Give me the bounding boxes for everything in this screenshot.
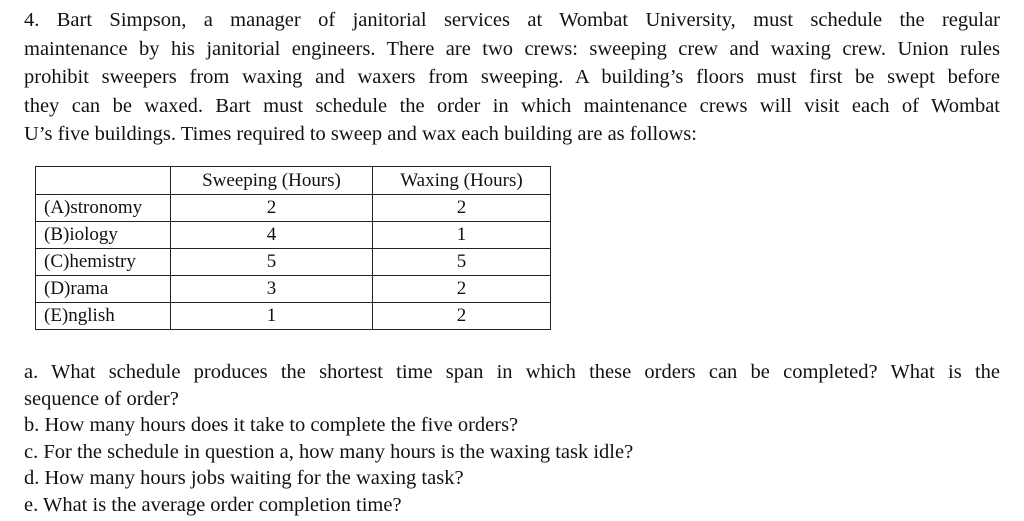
- problem-line: U’s five buildings. Times required to sweep and wax each building are as follows:: [24, 123, 697, 145]
- building-name: (B)iology: [36, 222, 171, 249]
- maintenance-times-table: [35, 166, 551, 330]
- question-d: d. How many hours jobs waiting for the waxing task?: [24, 467, 464, 489]
- problem-line: they can be waxed. Bart must schedule the order in which maintenance crews will visit each of Wombat: [24, 94, 1000, 117]
- question-c: c. For the schedule in question a, how many hours is the waxing task idle?: [24, 440, 634, 463]
- sweeping-hours: 2: [171, 195, 373, 222]
- header-waxing: Waxing (Hours): [373, 167, 551, 195]
- sweeping-hours: 3: [171, 276, 373, 303]
- question-a-line2: sequence of order?: [24, 387, 179, 410]
- building-name: (C)hemistry: [36, 249, 171, 276]
- header-cell-empty: [36, 167, 171, 195]
- waxing-hours: 2: [373, 195, 551, 222]
- building-name: (D)rama: [36, 276, 171, 303]
- question-e: e. What is the average order completion time?: [24, 493, 402, 516]
- questions-list: [24, 359, 1000, 518]
- table-row: [36, 276, 551, 303]
- sweeping-hours: 4: [171, 222, 373, 249]
- sweeping-hours: 1: [171, 303, 373, 330]
- problem-statement: [24, 6, 1000, 149]
- table-row: [36, 195, 551, 222]
- waxing-hours: 1: [373, 222, 551, 249]
- table-row: [36, 249, 551, 276]
- header-sweeping: Sweeping (Hours): [171, 167, 373, 195]
- waxing-hours: 2: [373, 276, 551, 303]
- building-name: (A)stronomy: [36, 195, 171, 222]
- waxing-hours: 2: [373, 303, 551, 330]
- problem-line: 4. Bart Simpson, a manager of janitorial services at Wombat University, must schedule the regular: [24, 9, 1000, 31]
- waxing-hours: 5: [373, 249, 551, 276]
- sweeping-hours: 5: [171, 249, 373, 276]
- problem-line: prohibit sweepers from waxing and waxers from sweeping. A building’s floors must first be swept before: [24, 66, 1000, 88]
- problem-line: maintenance by his janitorial engineers. There are two crews: sweeping crew and waxing crew. Union rules: [24, 37, 1000, 60]
- table-header-row: [36, 167, 551, 195]
- table-row: [36, 222, 551, 249]
- question-a-line1: a. What schedule produces the shortest time span in which these orders can be completed? What is the: [24, 361, 1000, 383]
- table-row: [36, 303, 551, 330]
- question-b: b. How many hours does it take to complete the five orders?: [24, 414, 519, 436]
- building-name: (E)nglish: [36, 303, 171, 330]
